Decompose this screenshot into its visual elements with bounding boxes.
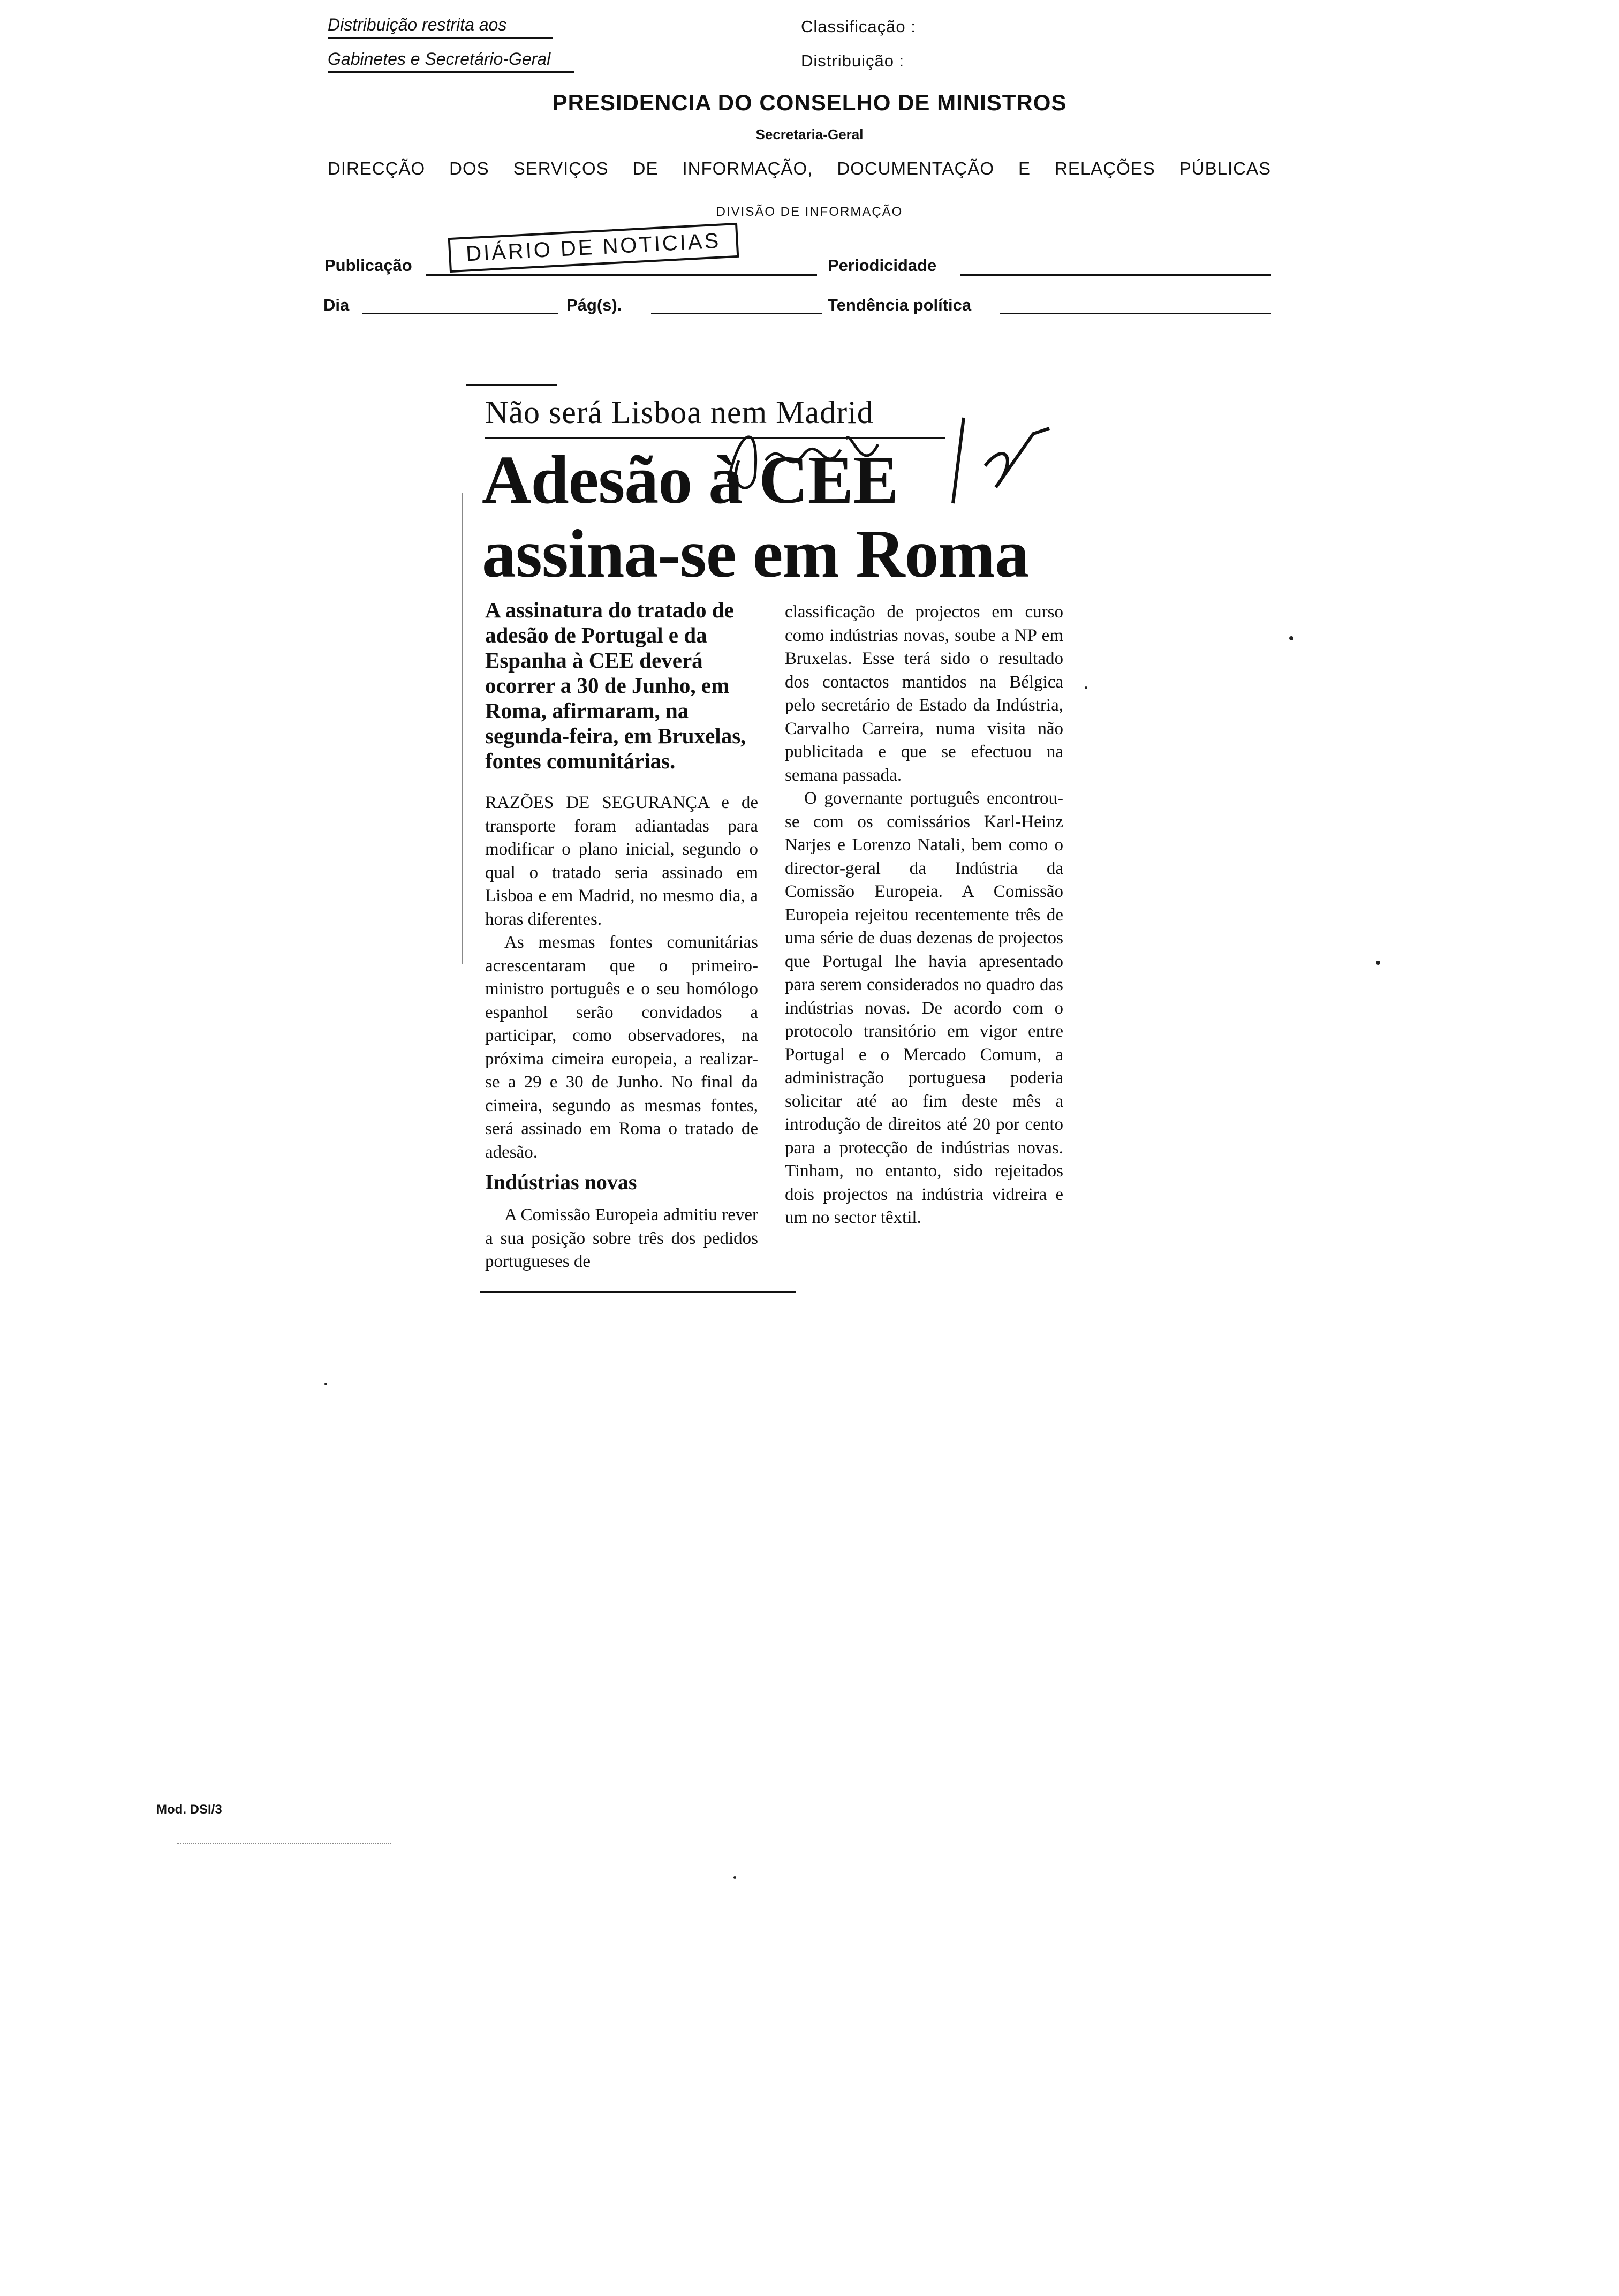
distribution-label: Distribuição : [801,51,905,70]
distribution-line-2: Gabinetes e Secretário-Geral [328,49,574,73]
scan-speck [1289,636,1293,640]
political-underline [1000,313,1271,314]
footer-scan-line [177,1843,391,1844]
periodicity-underline [960,274,1271,276]
scan-speck [1085,686,1087,689]
pages-underline [651,313,822,314]
clipping-edge [466,384,557,386]
publication-stamp: DIÁRIO DE NOTICIAS [448,223,739,273]
publication-label: Publicação [324,256,412,275]
clipping-left-edge [462,493,463,964]
periodicity-label: Periodicidade [828,256,937,275]
org-title: PRESIDENCIA DO CONSELHO DE MINISTROS [552,90,1067,115]
col1-paragraph-2: As mesmas fontes comunitárias acrescentaram que o primeiro-ministro português e o seu homólogo espanhol serão convidados a participar, como observadores, na próxima cimeira europeia, a realizar-se a 29 e 30 de Junho. No final da cimeira, segundo as mesmas fontes, será assinado em Roma o tratado de adesão. [485,933,758,1162]
pages-label: Pág(s). [566,296,622,314]
headline-line-2: assina-se em Roma [482,516,1029,592]
article-bottom-rule [480,1292,796,1293]
article-kicker: Não será Lisboa nem Madrid [485,395,874,430]
org-subtitle: Secretaria-Geral [755,126,864,142]
article-subhead: Indústrias novas [485,1170,637,1194]
scan-speck [1376,961,1380,965]
division-title: DIVISÃO DE INFORMAÇÃO [716,205,903,219]
article-column-1 [485,791,758,1274]
distribution-line-1: Distribuição restrita aos [328,15,553,39]
col2-paragraph-1: classificação de projectos em curso como indústrias novas, soube a NP em Bruxelas. Esse terá sido o resultado dos contactos mantidos na Bélgica pelo secretário de Estado da Indústria, Carvalho Carreira, numa visita não publicitada e que se efectuou na semana passada. [785,602,1063,785]
model-label: Mod. DSI/3 [156,1802,222,1817]
col1-paragraph-3: A Comissão Europeia admitiu rever a sua posição sobre três dos pedidos portugueses de [485,1205,758,1271]
publication-underline [426,274,817,276]
headline-line-1: Adesão à CEE [482,442,898,518]
article-lead: A assinatura do tratado de adesão de Portugal e da Espanha à CEE deverá ocorrer a 30 de Junho, em Roma, afirmaram, na segunda-feira, em Bruxelas, fontes comunitárias. [485,598,746,773]
scan-speck [324,1383,327,1385]
article-column-2 [785,601,1063,1230]
scan-speck [733,1876,736,1879]
political-label: Tendência política [828,296,972,314]
col2-paragraph-2: O governante português encontrou-se com os comissários Karl-Heinz Narjes e Lorenzo Natali, bem como o director-geral da Indústria da Comissão Europeia. A Comissão Europeia rejeitou recentemente três de uma série de duas dezenas de projectos que Portugal lhe havia apresentado para serem considerados no quadro das indústrias novas. De acordo com o protocolo transitório em vigor entre Portugal e o Mercado Comum, a administração portuguesa poderia solicitar até ao fim deste mês a introdução de direitos até 20 por cento para a protecção de indústrias novas. Tinham, no entanto, sido rejeitados dois projectos na indústria vidreira e um no sector têxtil. [785,789,1063,1227]
day-label: Dia [323,296,350,314]
handwritten-annotation [717,396,1060,514]
day-underline [362,313,558,314]
classification-label: Classificação : [801,17,916,36]
col1-paragraph-1: RAZÕES DE SEGURANÇA e de transporte foram adiantadas para modificar o plano inicial, segundo o qual o tratado seria assinado em Lisboa e em Madrid, no mesmo dia, a horas diferentes. [485,793,758,929]
directorate-title: DIRECÇÃO DOS SERVIÇOS DE INFORMAÇÃO, DOCUMENTAÇÃO E RELAÇÕES PÚBLICAS [328,158,1271,178]
